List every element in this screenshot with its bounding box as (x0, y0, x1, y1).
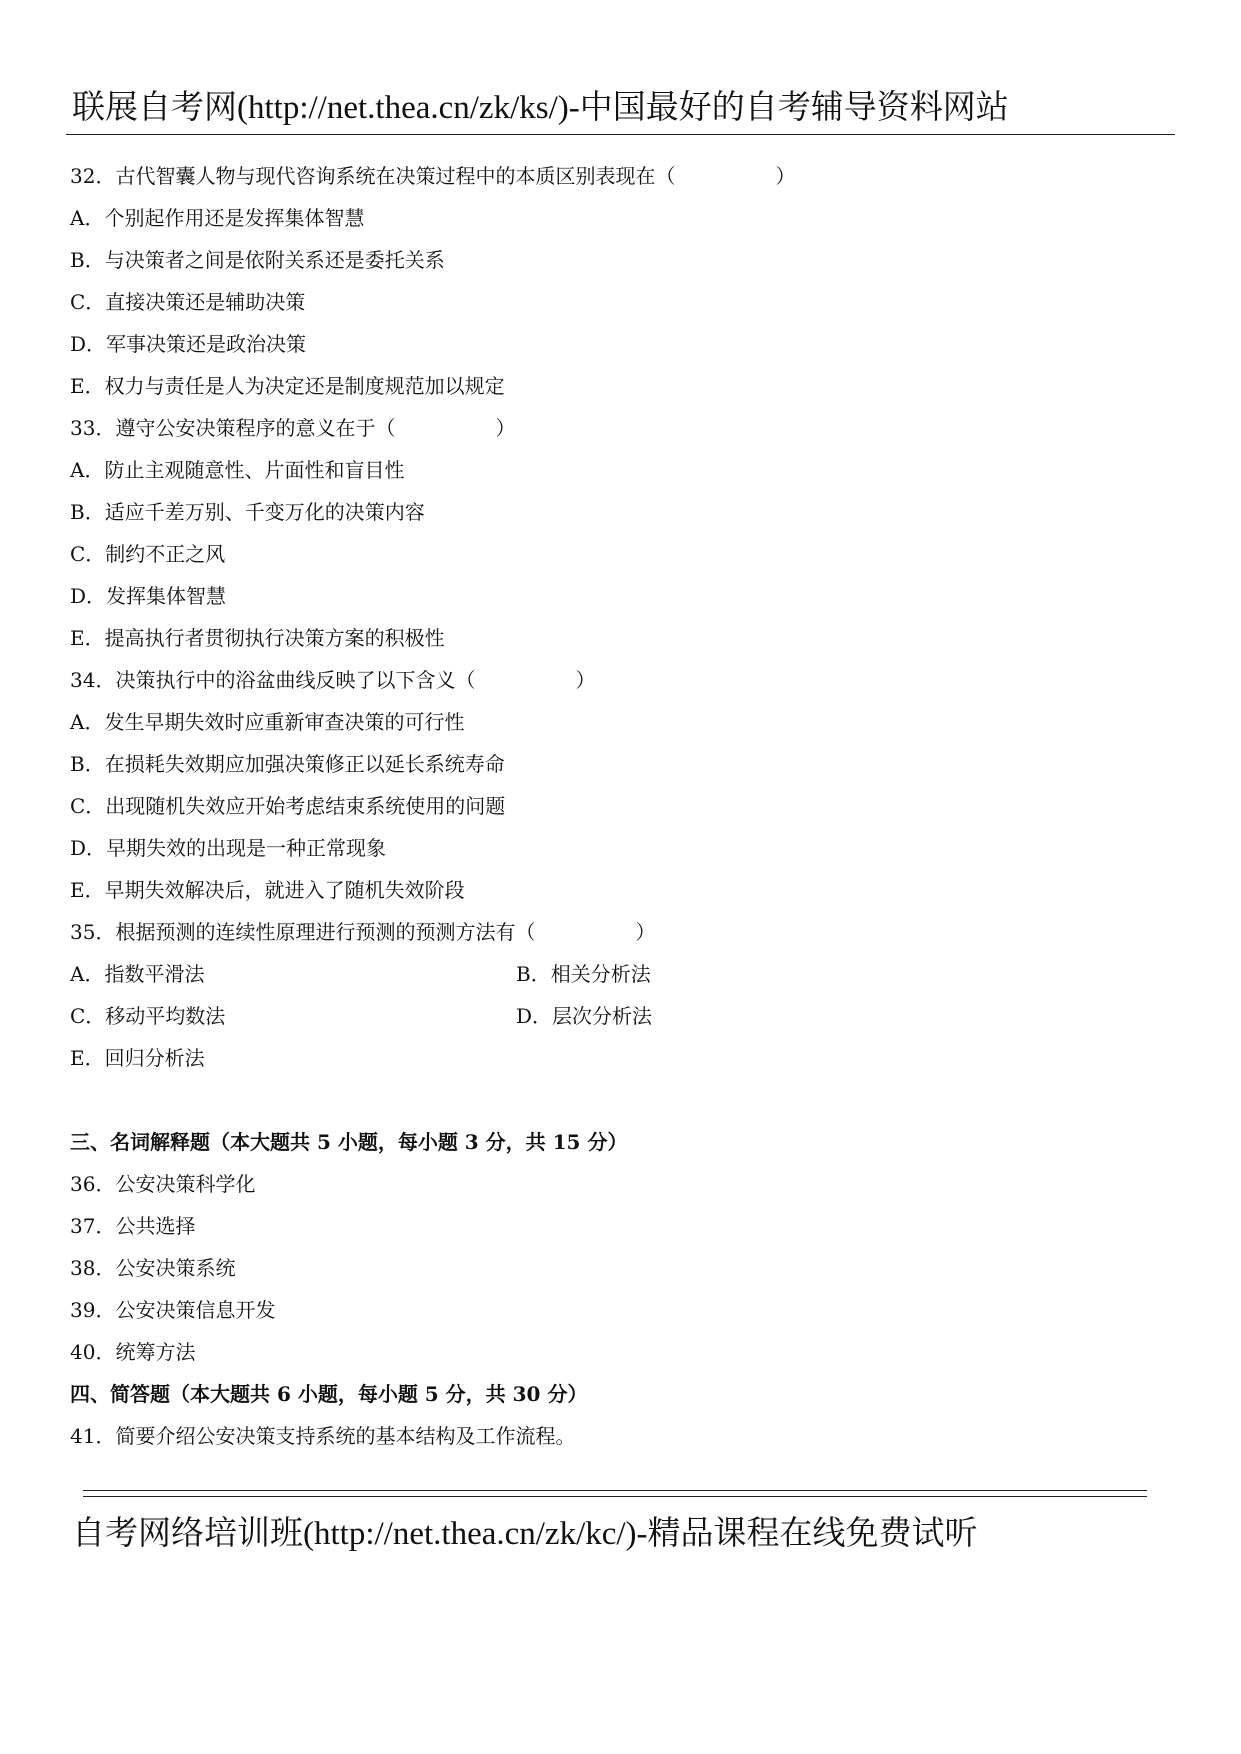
option-32e: E．权力与责任是人为决定还是制度规范加以规定 (70, 374, 505, 398)
option-33d: D．发挥集体智慧 (70, 584, 227, 608)
option-32b: B．与决策者之间是依附关系还是委托关系 (70, 248, 445, 272)
option-32d: D．军事决策还是政治决策 (70, 332, 307, 356)
option-34b: B．在损耗失效期应加强决策修正以延长系统寿命 (70, 752, 505, 776)
option-34a: A．发生早期失效时应重新审查决策的可行性 (70, 710, 465, 734)
option-33e: E．提高执行者贯彻执行决策方案的积极性 (70, 626, 445, 650)
question-32: 32．古代智囊人物与现代咨询系统在决策过程中的本质区别表现在（ ） (70, 164, 796, 188)
option-34d: D．早期失效的出现是一种正常现象 (70, 836, 387, 860)
option-33b: B．适应千差万别、千变万化的决策内容 (70, 500, 425, 524)
option-33a: A．防止主观随意性、片面性和盲目性 (70, 458, 405, 482)
page-footer: 自考网络培训班(http://net.thea.cn/zk/kc/)-精品课程在线免费试听 (72, 1516, 978, 1552)
footer-divider-top (83, 1490, 1147, 1491)
question-37: 37．公共选择 (70, 1214, 196, 1238)
option-35e: E．回归分析法 (70, 1046, 205, 1070)
footer-divider-bottom (83, 1496, 1147, 1497)
option-34c: C．出现随机失效应开始考虑结束系统使用的问题 (70, 794, 506, 818)
option-35c: C．移动平均数法 (70, 1004, 226, 1028)
option-34e: E．早期失效解决后，就进入了随机失效阶段 (70, 878, 465, 902)
option-32a: A．个别起作用还是发挥集体智慧 (70, 206, 365, 230)
question-41: 41．简要介绍公安决策支持系统的基本结构及工作流程。 (70, 1424, 576, 1448)
section-3-heading: 三、名词解释题（本大题共 5 小题，每小题 3 分，共 15 分） (70, 1130, 628, 1154)
question-40: 40．统筹方法 (70, 1340, 196, 1364)
question-36: 36．公安决策科学化 (70, 1172, 256, 1196)
option-35d: D．层次分析法 (516, 1004, 653, 1028)
option-35a: A．指数平滑法 (70, 962, 205, 986)
option-32c: C．直接决策还是辅助决策 (70, 290, 306, 314)
question-39: 39．公安决策信息开发 (70, 1298, 276, 1322)
question-38: 38．公安决策系统 (70, 1256, 236, 1280)
option-35b: B．相关分析法 (516, 962, 651, 986)
option-33c: C．制约不正之风 (70, 542, 226, 566)
question-34: 34．决策执行中的浴盆曲线反映了以下含义（ ） (70, 668, 596, 692)
page-header: 联展自考网(http://net.thea.cn/zk/ks/)-中国最好的自考辅导资料网站 (72, 90, 1009, 126)
section-4-heading: 四、简答题（本大题共 6 小题，每小题 5 分，共 30 分） (70, 1382, 588, 1406)
question-33: 33．遵守公安决策程序的意义在于（ ） (70, 416, 516, 440)
header-divider (66, 134, 1175, 135)
question-35: 35．根据预测的连续性原理进行预测的预测方法有（ ） (70, 920, 656, 944)
